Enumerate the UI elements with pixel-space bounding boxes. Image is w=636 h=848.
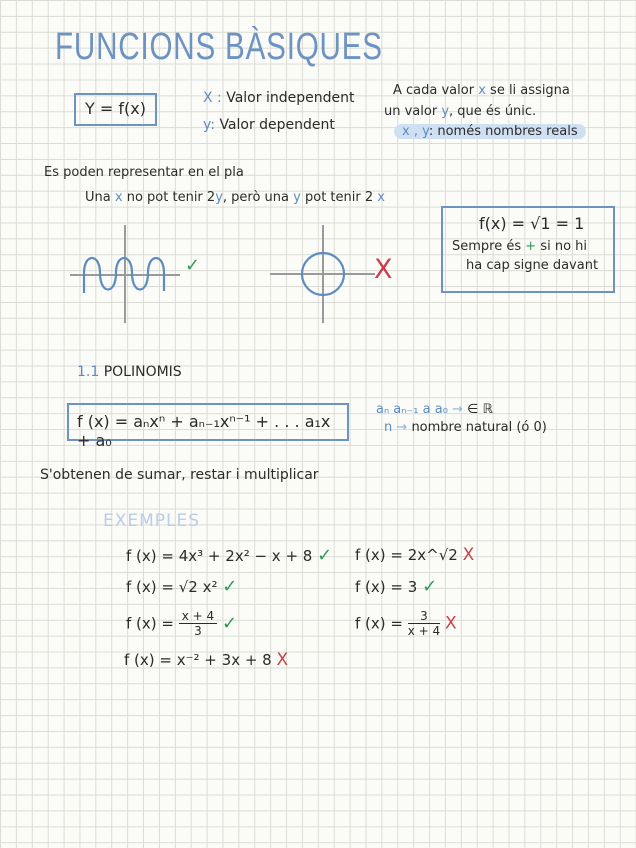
example-5: f (x) = 2x^√2 X [355,545,475,565]
example-1: f (x) = 4x³ + 2x² − x + 8 ✓ [126,545,333,566]
cross-icon: X [444,613,457,634]
page-title: FUNCIONS BÀSIQUES [55,26,383,68]
rule-note: Una x no pot tenir 2y, però una y pot tenir 2 x [85,190,385,205]
examples-heading: EXEMPLES [103,511,201,531]
function-graph-sine [70,225,180,325]
relation-graph-circle [270,225,375,325]
cross-icon: X [276,650,289,670]
function-notation: Y = f(x) [85,99,146,118]
check-icon: ✓ [221,613,238,634]
assign-note-line2: un valor y, que és únic. [384,104,537,119]
check-icon: ✓ [185,255,201,276]
polynomial-formula: f (x) = aₙxⁿ + aₙ₋₁xⁿ⁻¹ + . . . a₁x + a₀ [77,412,331,450]
polynomial-formula-box [67,403,349,450]
assign-note-line3: x , y: només nombres reals [394,124,586,139]
cross-icon: X [462,545,475,565]
sqrt-note-line1: Sempre és + si no hi [452,239,588,254]
example-2: f (x) = √2 x² ✓ [126,576,238,597]
independent-variable-note: X : Valor independent [203,90,355,106]
section-heading: 1.1 POLINOMIS [77,364,182,380]
check-icon: ✓ [222,576,238,597]
dependent-variable-note: y: Valor dependent [203,117,335,133]
coefficients-note: aₙ aₙ₋₁ a a₀ → ∈ ℝ [376,402,493,417]
exponent-note: n → nombre natural (ó 0) [384,420,547,435]
plane-note: Es poden representar en el pla [44,165,244,180]
example-6: f (x) = 3 ✓ [355,576,438,597]
function-notation-box [74,93,157,126]
sqrt-note-line2: ha cap signe davant [466,258,599,273]
sqrt-note-box [441,206,615,293]
sqrt-formula: f(x) = √1 = 1 [479,214,585,233]
operations-note: S'obtenen de sumar, restar i multiplicar [40,467,319,483]
cross-icon: X [374,254,393,285]
example-3: f (x) = $\frac{x + 4}{3}$ ✓ [126,609,238,638]
assign-note-line1: A cada valor x se li assigna [393,83,570,98]
example-4: f (x) = x⁻² + 3x + 8 X [124,650,289,670]
check-icon: ✓ [422,576,438,597]
example-7: f (x) = $\frac{3}{x + 4}$ X [355,609,457,638]
check-icon: ✓ [317,545,333,566]
